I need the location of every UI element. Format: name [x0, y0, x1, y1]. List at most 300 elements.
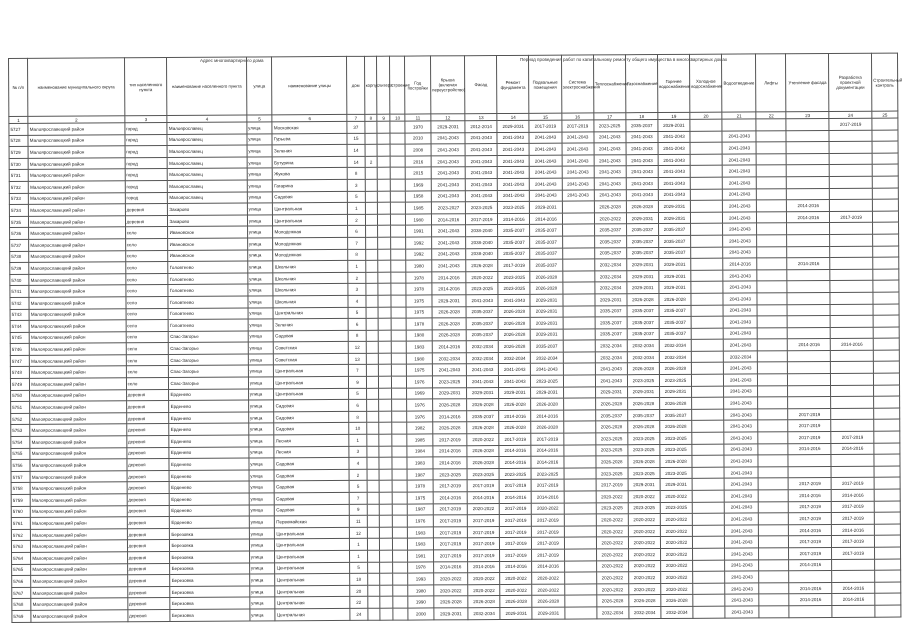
column-number: 3	[125, 116, 168, 123]
table-cell: 2026-2028	[498, 317, 530, 329]
table-cell: 2017-2019	[499, 433, 531, 445]
address-group-caption: Адрес многоквартирного дома	[200, 58, 264, 63]
table-cell	[830, 246, 873, 258]
column-header: Крыша (включая переустройство)	[430, 56, 465, 114]
table-cell	[788, 327, 831, 339]
table-cell: деревня	[127, 517, 170, 529]
table-cell	[692, 490, 724, 502]
table-cell: 2041-2043	[594, 155, 626, 167]
column-number: 7	[347, 114, 364, 121]
table-cell: 2014-2016	[499, 491, 531, 503]
table-cell	[562, 294, 594, 306]
table-cell: 2041-2043	[626, 177, 658, 189]
table-cell	[756, 142, 786, 154]
table-cell: 5768	[12, 599, 31, 611]
column-number: 24	[829, 111, 872, 118]
table-cell	[787, 188, 830, 200]
table-cell: 5739	[10, 263, 29, 275]
table-cell: 5758	[11, 483, 30, 495]
table-cell: 2023-2027	[431, 202, 465, 214]
table-cell: 2017-2019	[467, 515, 499, 527]
column-header: Водоотведение	[722, 54, 757, 112]
table-cell: деревня	[127, 459, 170, 471]
table-cell: Малоярославецкий район	[29, 239, 125, 251]
table-cell: 2041-2043	[497, 144, 529, 156]
table-cell	[874, 373, 900, 385]
table-cell: 2015	[405, 167, 431, 179]
table-cell	[756, 130, 786, 142]
table-cell	[692, 432, 724, 444]
table-cell: 2023-2025	[659, 374, 691, 386]
table-cell: улица	[248, 307, 274, 319]
table-cell	[390, 167, 405, 179]
table-cell	[367, 492, 380, 504]
table-cell: Школьная	[273, 295, 348, 307]
table-cell	[872, 153, 898, 165]
table-cell: село	[126, 320, 169, 332]
table-cell: 1987	[407, 504, 433, 516]
table-cell: 2041-2043	[724, 362, 758, 374]
table-cell: Малоярославецкий район	[28, 146, 124, 158]
table-cell	[367, 597, 380, 609]
table-cell: 13	[349, 353, 366, 365]
table-cell: 2014-2016	[499, 445, 531, 457]
table-cell: Малоярославецкий район	[29, 216, 125, 228]
table-cell: Центральная	[275, 527, 350, 539]
table-cell: Центральная	[275, 562, 350, 574]
table-cell: 2020-2022	[660, 537, 692, 549]
table-cell: 15	[347, 133, 364, 145]
table-cell: 2041-2043	[465, 167, 497, 179]
table-cell	[366, 330, 379, 342]
table-cell: 2041-2043	[724, 444, 758, 456]
table-cell: 5	[349, 388, 366, 400]
table-cell: деревня	[126, 401, 169, 413]
table-cell: 2029-2031	[432, 295, 466, 307]
table-cell: 2029-2031	[595, 294, 627, 306]
table-cell: 5769	[12, 610, 31, 622]
table-cell: село	[126, 331, 169, 343]
column-header: Горячее водоснабжение	[657, 54, 689, 112]
table-cell: 2020-2022	[660, 548, 692, 560]
table-cell: 2023-2025	[628, 467, 660, 479]
table-cell	[562, 213, 594, 225]
table-cell: 2035-2037	[626, 224, 658, 236]
table-cell: 2026-2028	[432, 399, 466, 411]
table-cell: 2023-2025	[628, 433, 660, 445]
table-cell: 1	[350, 550, 367, 562]
table-cell: город	[125, 169, 168, 181]
column-number: 14	[497, 113, 529, 120]
table-cell: село	[126, 285, 169, 297]
table-cell	[757, 165, 787, 177]
table-cell: 5752	[11, 413, 30, 425]
table-cell: улица	[247, 180, 273, 192]
table-cell: Советская	[274, 353, 349, 365]
table-cell: 2041-2043	[723, 304, 757, 316]
table-cell	[378, 307, 391, 319]
table-cell: 2029-2031	[531, 329, 563, 341]
table-cell: 2020-2022	[596, 514, 628, 526]
table-cell: 2041-2043	[530, 190, 562, 202]
table-cell	[875, 582, 901, 594]
table-cell: Малоярославецкий район	[30, 436, 126, 448]
table-cell	[366, 446, 379, 458]
column-header: Фасад	[465, 56, 497, 114]
table-cell: 2	[348, 272, 365, 284]
table-cell: Захарово	[168, 203, 247, 215]
table-cell: 6	[348, 226, 365, 238]
table-cell: село	[125, 238, 168, 250]
table-cell: 2029-2031	[627, 386, 659, 398]
table-cell	[392, 388, 407, 400]
table-cell	[830, 269, 873, 281]
table-cell: Молодежная	[273, 226, 348, 238]
table-cell	[379, 446, 392, 458]
table-cell	[393, 550, 408, 562]
table-cell	[692, 525, 724, 537]
table-cell: улица	[247, 249, 273, 261]
column-number: 20	[690, 112, 722, 119]
table-cell: 2032-2034	[531, 352, 563, 364]
table-cell	[788, 350, 831, 362]
table-cell	[364, 121, 377, 133]
table-cell: Березовка	[170, 574, 249, 586]
table-cell: 7	[348, 237, 365, 249]
table-cell: 2035-2037	[595, 328, 627, 340]
table-cell: 2023-2025	[660, 467, 692, 479]
table-cell: 2041-2043	[722, 188, 756, 200]
table-cell: Малоярославецкий район	[31, 517, 127, 529]
table-cell: 2026-2028	[498, 306, 530, 318]
table-cell	[365, 295, 378, 307]
table-cell: Малоярославецкий район	[29, 262, 125, 274]
table-cell: 7	[349, 365, 366, 377]
table-cell: 6	[349, 400, 366, 412]
table-cell: 1992	[406, 237, 432, 249]
table-cell: Малоярославецкий район	[29, 285, 125, 297]
table-cell: Ивановское	[168, 238, 247, 250]
table-cell: 2032-2034	[661, 606, 693, 618]
table-cell	[829, 141, 872, 153]
table-cell: 2014-2016	[832, 524, 875, 536]
table-cell: 2035-2037	[626, 120, 658, 132]
table-cell	[787, 304, 830, 316]
column-header: Газоснабжение	[625, 55, 657, 113]
table-cell	[393, 608, 408, 620]
table-cell: деревня	[125, 204, 168, 216]
table-cell: 5765	[12, 564, 31, 576]
table-cell: деревня	[127, 598, 170, 610]
table-cell: 2023-2025	[531, 375, 563, 387]
table-cell: 22	[350, 597, 367, 609]
table-cell: 4	[349, 458, 366, 470]
table-cell: 2020-2022	[596, 491, 628, 503]
table-cell	[391, 307, 406, 319]
table-cell: улица	[249, 481, 275, 493]
table-cell: 1980	[407, 353, 433, 365]
table-cell	[872, 141, 898, 153]
table-cell: 2023-2025	[531, 468, 563, 480]
table-cell: 2035-2037	[595, 317, 627, 329]
table-cell	[692, 502, 724, 514]
table-cell: 2041-2043	[499, 364, 531, 376]
table-cell: 2041-2043	[626, 166, 658, 178]
table-cell: 2020-2022	[661, 571, 693, 583]
table-cell	[757, 258, 787, 270]
table-cell: 2020-2022	[596, 572, 628, 584]
table-cell	[392, 446, 407, 458]
table-cell	[759, 559, 789, 571]
table-cell: 2014-2016	[531, 410, 563, 422]
table-cell: Ерденево	[169, 458, 248, 470]
table-cell: 2032-2034	[468, 607, 500, 619]
table-cell	[563, 375, 595, 387]
table-cell: 2032-2034	[629, 606, 661, 618]
table-cell: улица	[249, 470, 275, 482]
table-cell	[562, 271, 594, 283]
table-cell: 2041-2043	[531, 364, 563, 376]
table-cell: 2020-2022	[594, 212, 626, 224]
table-cell: Малоярославецкий район	[29, 192, 125, 204]
table-cell	[365, 214, 378, 226]
table-cell	[692, 467, 724, 479]
table-cell: 2041-2043	[431, 132, 465, 144]
table-cell: Малоярославецкий район	[30, 459, 126, 471]
table-cell: 2014-2016	[787, 200, 830, 212]
column-number: 1	[9, 116, 28, 123]
table-cell: 5749	[10, 378, 29, 390]
table-cell: 11	[350, 516, 367, 528]
table-cell: 2041-2043	[465, 144, 497, 156]
table-cell: 2023-2025	[627, 375, 659, 387]
table-cell	[367, 562, 380, 574]
table-cell	[379, 341, 392, 353]
table-cell: 2029-2031	[531, 317, 563, 329]
table-cell: Головтеево	[168, 261, 247, 273]
table-cell: деревня	[126, 424, 169, 436]
table-cell: 2017-2019	[561, 120, 593, 132]
table-cell: 2020-2022	[660, 490, 692, 502]
table-cell: 2035-2037	[659, 247, 691, 259]
table-cell: 2029-2031	[660, 479, 692, 491]
table-cell: 2041-2043	[722, 177, 756, 189]
table-cell: 2014-2016	[789, 582, 832, 594]
table-cell: 2035-2037	[660, 409, 692, 421]
table-cell: улица	[249, 493, 275, 505]
table-cell	[690, 119, 722, 131]
table-cell: Малоярославецкий район	[28, 158, 124, 170]
table-cell: 1978	[408, 561, 434, 573]
table-cell: 1976	[407, 399, 433, 411]
table-cell: город	[125, 134, 168, 146]
table-cell: 2041-2043	[465, 155, 497, 167]
table-cell	[379, 330, 392, 342]
table-cell: Березовка	[170, 528, 249, 540]
table-cell	[788, 362, 831, 374]
table-cell: 1983	[406, 341, 432, 353]
column-header: улица	[246, 57, 272, 115]
table-cell: 2017-2019	[500, 549, 532, 561]
table-cell: Малоярославецкий район	[30, 447, 126, 459]
table-cell: улица	[247, 157, 273, 169]
table-cell: Малоярославецкий район	[31, 587, 127, 599]
table-cell	[564, 572, 596, 584]
table-cell: Садовая	[274, 469, 349, 481]
column-header: Подвальные помещения	[529, 55, 561, 113]
table-cell: 2	[348, 214, 365, 226]
table-cell	[786, 142, 829, 154]
table-cell: 1992	[406, 248, 432, 260]
table-cell: 2023-2025	[595, 433, 627, 445]
table-cell	[391, 225, 406, 237]
table-cell	[691, 270, 723, 282]
table-cell: улица	[249, 447, 275, 459]
table-cell	[786, 118, 829, 130]
table-cell	[693, 583, 725, 595]
table-cell: 2029-2031	[530, 201, 562, 213]
table-cell: 2014-2016	[433, 445, 467, 457]
table-cell: 2020-2022	[661, 560, 693, 572]
table-cell	[367, 504, 380, 516]
table-cell: улица	[247, 168, 273, 180]
table-cell: 5757	[11, 471, 30, 483]
table-cell: 2014-2016	[788, 443, 831, 455]
table-cell: 2017-2019	[500, 503, 532, 515]
table-cell	[365, 202, 378, 214]
table-cell: Лесная	[274, 434, 349, 446]
table-cell	[564, 479, 596, 491]
table-cell	[392, 492, 407, 504]
table-cell	[758, 432, 788, 444]
table-cell: Центральная	[274, 376, 349, 388]
table-cell	[365, 272, 378, 284]
table-cell: 2035-2037	[658, 224, 690, 236]
table-cell	[562, 259, 594, 271]
table-cell	[830, 223, 873, 235]
table-cell: село	[126, 366, 169, 378]
table-cell: 5754	[11, 436, 30, 448]
table-cell: Спас-Загорье	[169, 377, 248, 389]
table-cell: село	[125, 262, 168, 274]
table-cell	[758, 351, 788, 363]
column-header: Лифты	[756, 54, 786, 112]
table-cell: 2017-2019	[532, 514, 564, 526]
table-cell	[831, 350, 874, 362]
table-cell: Головтеево	[168, 296, 247, 308]
table-cell: 2035-2037	[594, 236, 626, 248]
table-cell: 1976	[408, 515, 434, 527]
table-cell: 2014-2016	[432, 271, 466, 283]
table-cell	[874, 396, 900, 408]
table-cell	[875, 547, 901, 559]
table-cell: Головтеево	[168, 273, 247, 285]
table-cell: 37	[347, 121, 364, 133]
column-header: наименование улицы	[272, 56, 347, 114]
table-cell	[691, 328, 723, 340]
table-cell: 2026-2028	[596, 595, 628, 607]
table-cell	[392, 376, 407, 388]
table-cell: улица	[248, 331, 274, 343]
table-cell: 2041-2043	[562, 155, 594, 167]
column-header: Год постройки	[405, 56, 431, 114]
table-cell	[392, 504, 407, 516]
table-cell	[378, 202, 391, 214]
table-cell	[832, 559, 875, 571]
table-cell: Малоярославецкий район	[29, 297, 125, 309]
table-cell: улица	[248, 354, 274, 366]
table-cell: Малоярославец	[167, 134, 246, 146]
column-header: № п/п	[9, 58, 29, 116]
table-cell: 1	[348, 202, 365, 214]
table-cell	[758, 467, 788, 479]
table-cell	[758, 339, 788, 351]
table-cell: Ерденево	[169, 423, 248, 435]
table-cell: 2014-2016	[433, 492, 467, 504]
table-cell: 2029-2031	[467, 387, 499, 399]
table-cell: 8	[349, 330, 366, 342]
table-cell: 2023-2025	[467, 468, 499, 480]
table-cell: 2017-2019	[788, 420, 831, 432]
table-cell	[759, 536, 789, 548]
table-cell: 2017-2019	[468, 526, 500, 538]
table-cell: 2041-2043	[498, 190, 530, 202]
table-cell	[874, 466, 900, 478]
table-cell	[393, 562, 408, 574]
table-cell	[758, 374, 788, 386]
table-cell: Малоярославецкий район	[30, 482, 126, 494]
table-cell	[367, 469, 380, 481]
table-cell: село	[125, 273, 168, 285]
table-cell: улица	[248, 377, 274, 389]
table-cell: Центральная	[275, 585, 350, 597]
table-cell: 4	[348, 295, 365, 307]
table-cell: деревня	[127, 540, 170, 552]
table-cell: 2014-2016	[789, 559, 832, 571]
table-cell	[757, 269, 787, 281]
table-cell	[378, 168, 391, 180]
table-cell	[378, 260, 391, 272]
table-cell: Малоярославецкий район	[30, 366, 126, 378]
table-cell	[690, 200, 722, 212]
table-cell	[691, 363, 723, 375]
table-cell: Малоярославецкий район	[31, 563, 127, 575]
table-cell	[379, 423, 392, 435]
table-cell	[564, 503, 596, 515]
table-cell: 6	[349, 318, 366, 330]
table-cell: 2014-2016	[832, 582, 875, 594]
table-cell	[692, 479, 724, 491]
table-cell: Садовая	[274, 411, 349, 423]
table-cell	[564, 560, 596, 572]
table-cell: 2041-2043	[723, 212, 757, 224]
table-cell	[830, 188, 873, 200]
table-cell: Малоярославецкий район	[30, 389, 126, 401]
table-cell	[758, 316, 788, 328]
table-cell: 2017-2019	[498, 259, 530, 271]
table-cell: 2026-2028	[499, 422, 531, 434]
table-cell	[365, 284, 378, 296]
column-header: дом	[347, 56, 364, 114]
table-cell: 2035-2037	[530, 248, 562, 260]
table-cell: 2017-2019	[789, 547, 832, 559]
table-cell: 5	[350, 562, 367, 574]
table-cell: Малоярославецкий район	[30, 343, 126, 355]
table-cell	[563, 387, 595, 399]
table-cell	[758, 443, 788, 455]
table-cell	[787, 223, 830, 235]
table-cell: Малоярославецкий район	[31, 598, 127, 610]
